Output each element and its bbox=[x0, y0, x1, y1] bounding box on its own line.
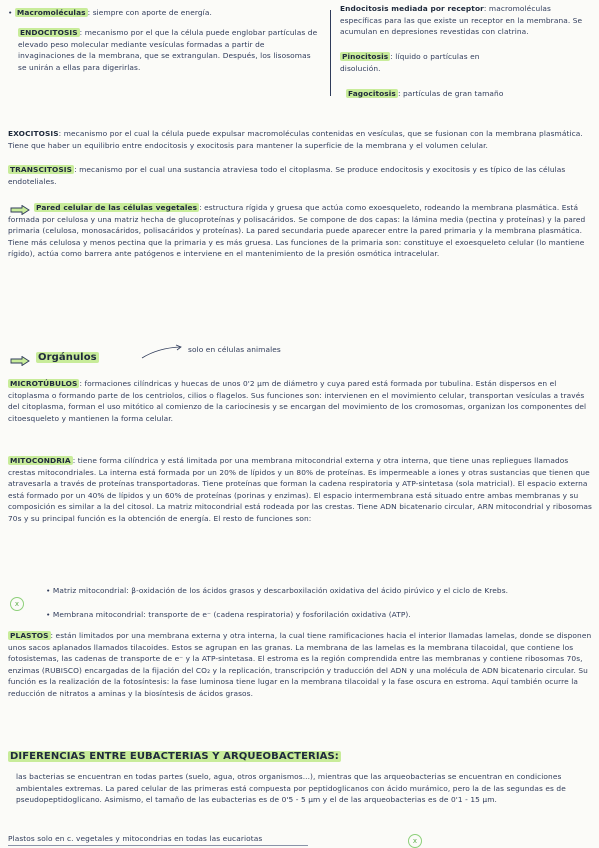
mitocondria-text: : tiene forma cilíndrica y está limitada por una membrana mitocondrial externa y otra interna, que tiene unas repliegues llamados crestas mitocondriales. La interna está formada por un 20% de lípidos y un 80% de proteínas. Es impermeable a iones y otras sustancias que tienen que atravesarla a través de proteínas transportadoras. Tiene proteínas que forman la cadena respiratoria y ATP-sintetasa (sola matricial). El espacio externa está formado por un 40% de lípidos y un 60% de proteínas (porinas y enzimas). El espacio intermembrana está situado entre ambas membranas y su composición es similar a la del citosol. La matriz mitocondrial está rodeada por las crestas. Tiene ADN bicatenario circular, ARN mitocondrial y ribosomas 70s y su principal función es la obtención de energía. El resto de funciones son: bbox=[8, 456, 592, 523]
pared-text: : estructura rígida y gruesa que actúa como exoesqueleto, rodeando la membrana plasmática. Está formada por celulosa y una matriz hecha de glucoproteínas y polisacáridos. Se compone de dos capas: la lámina media (pectina y proteínas) y la pared primaria (celulosa, monosacáridos, polisacáridos y proteínas). La pared secundaria puede aparecer entre la pared primaria y la membrana plasmática. Tiene más celulosa y menos pectina que la primaria y es más gruesa. Las funciones de la primaria son: constituye el exoesqueleto celular (lo mantiene rígido), actúa como barrera ante patógenos e interviene en el mantenimiento de la presión osmótica intracelular. bbox=[8, 203, 586, 259]
macro-title: Macromoléculas bbox=[16, 8, 86, 17]
endocitosis-term: ENDOCITOSIS bbox=[20, 28, 78, 37]
transcitosis-block bbox=[8, 164, 593, 187]
plastos-text: : están limitados por una membrana externa y otra interna, la cual tiene ramificaciones hacia el interior llamadas lamelas, donde se disponen unos sacos aplanados llamados tilacoides. Estos se agrupan en las granas. La membrana de las lamelas es la membrana tilacoidal, que contiene los fotosistemas, las cadenas de transporte de e⁻ y la ATP-sintetasa. El estroma es la región comprendida entre las membranas y contiene ribosomas 70s, enzimas (RUBISCO) encargadas de la fijación del CO₂ y la replicación, transcripción y traducción del ADN y una molécula de ADN bicatenario circular. Su función es la realización de la fotosíntesis: la fase luminosa tiene lugar en la membrana tilacoidal y la fase oscura en estroma. Aquí también ocurre la reducción de nitratos a aminas y la biosíntesis de ácidos grasos. bbox=[8, 631, 592, 698]
transcitosis-term: TRANSCITOSIS bbox=[10, 165, 73, 174]
pino-text: : líquido o partículas en disolución. bbox=[340, 52, 480, 73]
plastos-block bbox=[8, 630, 593, 700]
fago-text: : partículas de gran tamaño bbox=[397, 89, 504, 98]
footer-text: Plastos solo en c. vegetales y mitocondrias en todas las eucariotas bbox=[8, 834, 263, 843]
diferencias-block bbox=[16, 771, 593, 806]
macro-text: : siempre con aporte de energía. bbox=[87, 8, 212, 17]
pino-term: Pinocitosis bbox=[342, 52, 389, 61]
bullet-dot-icon: • bbox=[46, 610, 51, 619]
brace-line bbox=[330, 10, 331, 96]
pared-title: Pared celular de las células vegetales bbox=[36, 203, 198, 212]
transcitosis-text: : mecanismo por el cual una sustancia atraviesa todo el citoplasma. Se produce endocitosis y exocitosis y es típico de las células endoteliales. bbox=[8, 165, 566, 186]
diferencias-title: DIFERENCIAS ENTRE EUBACTERIAS Y ARQUEOBACTERIAS: bbox=[10, 751, 339, 762]
mitocondria-bullet-2 bbox=[46, 609, 591, 621]
organulos-note: solo en células animales bbox=[188, 345, 281, 354]
exocitosis-text: : mecanismo por el cual la célula puede expulsar macromoléculas contenidas en vesículas, que se fusionan con la membrana plasmática. Tiene que haber un equilibrio entre endocitosis y exocitosis para mantener la superficie de la membrana y el volumen celular. bbox=[8, 129, 583, 150]
pared-block bbox=[8, 202, 593, 260]
microtubulos-block bbox=[8, 378, 593, 424]
bullet-dot-icon: • bbox=[8, 8, 13, 17]
receptor-term: Endocitosis mediada por receptor bbox=[340, 4, 484, 13]
bullet-dot-icon: • bbox=[46, 586, 51, 595]
fago-block bbox=[346, 88, 594, 100]
macro-line bbox=[8, 7, 328, 19]
mitocondria-term: MITOCONDRIA bbox=[10, 456, 71, 465]
pino-block bbox=[340, 51, 490, 74]
diferencias-title-line bbox=[8, 751, 593, 763]
diferencias-text: las bacterias se encuentran en todas partes (suelo, agua, otros organismos...), mientras que las arqueobacterias se encuentran en condiciones ambientales extremas. La pared celular de las primeras está compuesta por peptidoglicanos con ácido murámico, pero la de las segundas es de pseudopeptidoglicano. Asimismo, el tamaño de las eubacterias es de 0'5 - 5 µm y el de las arqueobacterias es de 0'1 - 15 µm. bbox=[16, 772, 566, 805]
plastos-term: PLASTOS bbox=[10, 631, 49, 640]
bullet1-text: Matriz mitocondrial: β-oxidación de los ácidos grasos y descarboxilación oxidativa del ácido pirúvico y el ciclo de Krebs. bbox=[52, 586, 509, 595]
mitocondria-block bbox=[8, 455, 593, 525]
note-arrow-icon bbox=[140, 344, 184, 360]
circled-x-mark: x bbox=[10, 597, 24, 611]
organulos-title: Orgánulos bbox=[38, 352, 97, 363]
microtubulos-text: : formaciones cilíndricas y huecas de unos 0'2 µm de diámetro y cuya pared está formada por tubulina. Están dispersos en el citoplasma o formando parte de los centriolos, cilios o flagelos. Sus funciones son: intervienen en el movimiento celular, transportan vesículas a través del citoplasma, forman el uso mitótico al comienzo de la cariocinesis y se encargan del movimiento de los cromosomas, organizan los componentes del citoesqueleto y mantienen la forma celular. bbox=[8, 379, 587, 423]
mitocondria-bullet-1 bbox=[46, 585, 591, 597]
fago-term: Fagocitosis bbox=[348, 89, 396, 98]
receptor-block bbox=[340, 3, 592, 38]
endocitosis-text: : mecanismo por el que la célula puede englobar partículas de elevado peso molecular mediante vesículas formadas a partir de invaginaciones de la membrana, que se extrangulan. Después, los lisosomas se unirán a ellas para digerirlas. bbox=[18, 28, 318, 72]
microtubulos-term: MICROTÚBULOS bbox=[10, 379, 78, 388]
circled-x-mark: x bbox=[408, 834, 422, 848]
exocitosis-term: EXOCITOSIS bbox=[8, 129, 59, 138]
receptor-text: : macromoléculas específicas para las que existe un receptor en la membrana. Se acumulan en depresiones revestidas con clatrina. bbox=[340, 4, 583, 37]
footer-note bbox=[8, 833, 308, 846]
bullet2-text: Membrana mitocondrial: transporte de e⁻ (cadena respiratoria) y fosforilación oxidativa (ATP). bbox=[52, 610, 411, 619]
endocitosis-block bbox=[18, 27, 318, 73]
arrow-icon bbox=[10, 356, 30, 366]
exocitosis-block bbox=[8, 128, 593, 151]
